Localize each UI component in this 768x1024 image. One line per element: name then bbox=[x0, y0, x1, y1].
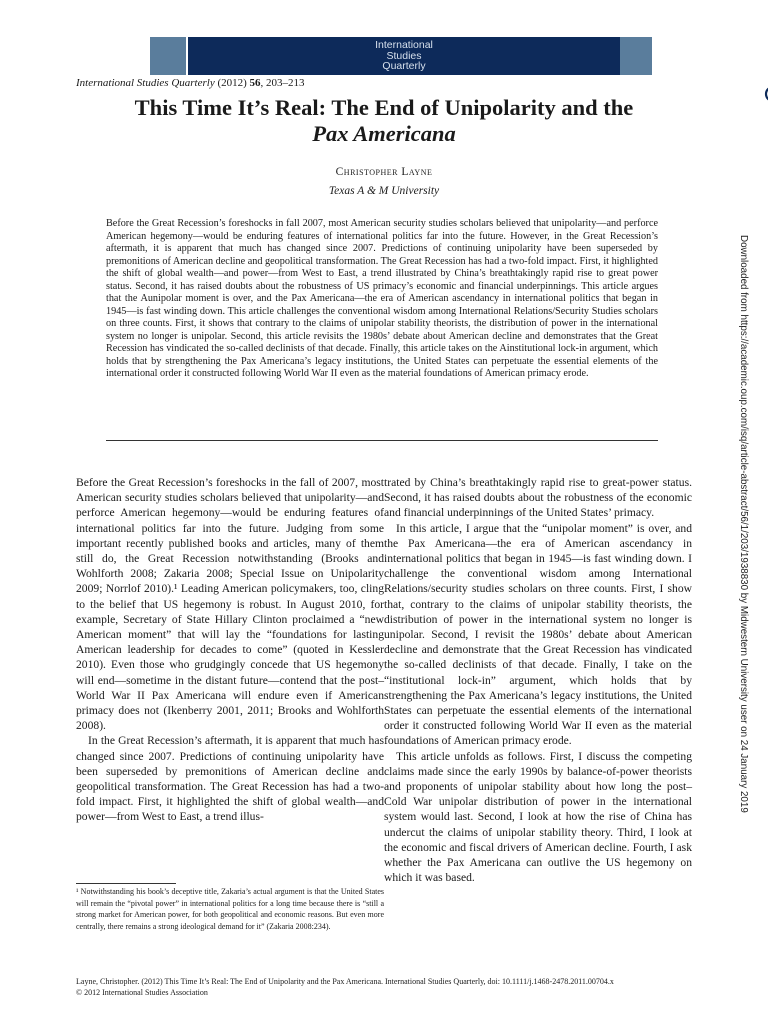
body-paragraph: Before the Great Recession’s foreshocks in the fall of 2007, most American security studies scholars believed that unipolarity—and perforce American hegemony—would be enduring features of international politics far into the future. Judging from some important recently published books and articles, many of them still do, the Great Recession notwithstanding (Brooks and Wohlforth 2008; Zakaria 2008; Special Issue on Unipolarity 2009; Norrlof 2010).¹ Leading American policymakers, too, cling to the belief that US hegemony is robust. In August 2010, for example, Secretary of State Hillary Clinton proclaimed a “new American moment” that will lay the “foundations for lasting American leadership for decades to come” (quoted in Kessler 2010). Even those who grudgingly concede that US hegemony will end—sometime in the distant future—contend that the post–World War II Pax Americana will endure even if American primacy does not (Ikenberry 2001, 2011; Brooks and Wohlforth 2008). bbox=[76, 476, 384, 733]
page-citation bbox=[76, 977, 696, 998]
journal-pages: , 203–213 bbox=[260, 77, 305, 89]
banner-text bbox=[188, 40, 620, 72]
download-watermark bbox=[736, 235, 750, 813]
abstract-divider bbox=[106, 440, 658, 441]
article-title bbox=[76, 95, 692, 147]
footnote-divider bbox=[76, 883, 176, 884]
article-title-line-1: This Time It’s Real: The End of Unipolarity and the bbox=[134, 95, 634, 120]
journal-logo-icon bbox=[762, 81, 768, 107]
download-watermark-text: Downloaded from https://academic.oup.com/isq/article-abstract/56/1/203/1938830 by Midwestern University user on 24 January 2019 bbox=[738, 235, 749, 813]
body-paragraph: trated by China’s breathtakingly rapid rise to great-power status. Second, it has raised doubts about the robustness of the economic and financial underpinnings of the United States’ primacy. bbox=[384, 476, 692, 520]
article-abstract: Before the Great Recession’s foreshocks in fall 2007, most American security studies scholars believed that unipolarity—and perforce American hegemony—would be enduring features of international politics far into the future. However, in the Great Recession’s aftermath, it is apparent that much has changed since 2007. Predictions of continuing unipolarity have been superseded by premonitions of American decline and geopolitical transformation. The Great Recession has had a two-fold impact. First, it highlighted the shift of global wealth—and power—from West to East, a trend illustrated by China’s breathtakingly rapid rise to great power status. Second, it has raised doubts about the robustness of US primacy’s economic and financial underpinnings. This article argues that the Aunipolar moment is over, and the Pax Americana—the era of American ascendancy in international politics that began in 1945—is fast winding down. This article challenges the conventional wisdom among International Relations/Security Studies scholars on three counts. First, it shows that contrary to the claims of unipolar stability theorists, the distribution of power in the international system no longer is unipolar. Second, this article revisits the 1980s’ debate about American decline and demonstrates that the Great Recession has vindicated the so-called declinists of that decade. Finally, this article takes on the Ainstitutional lock-in argument, which holds that by strengthening the Pax Americana’s legacy institutions, the United States can perpetuate the essential elements of the international order it constructed following World War II even as the material foundations of American primacy erode. bbox=[106, 218, 658, 379]
article-title-line-2: Pax Americana bbox=[312, 121, 456, 146]
banner-line-1: International bbox=[375, 39, 433, 51]
article-author: Christopher Layne bbox=[335, 166, 433, 178]
banner-left-block bbox=[150, 37, 186, 75]
journal-citation-line bbox=[76, 77, 305, 89]
author-affiliation: Texas A & M University bbox=[328, 185, 440, 197]
footnote: ¹ Notwithstanding his book’s deceptive title, Zakaria’s actual argument is that the United States will remain the “pivotal power” in international politics for a long time because there is “still a strong market for American power, for both geopolitical and economic reasons. But even more centrally, there remains a strong ideological demand for it” (Zakaria 2008:234). bbox=[76, 887, 384, 931]
banner-right-block bbox=[620, 37, 652, 75]
journal-volume: 56 bbox=[249, 77, 261, 89]
journal-name: International Studies Quarterly bbox=[76, 77, 215, 89]
journal-banner bbox=[188, 37, 620, 75]
body-paragraph: In the Great Recession’s aftermath, it is apparent that much has changed since 2007. Predictions of continuing unipolarity have been superseded by premonitions of American decline and geopolitical transformation. The Great Recession has had a two-fold impact. First, it highlighted the shift of global wealth—and power—from West to East, a trend illus- bbox=[76, 734, 384, 824]
journal-year: (2012) bbox=[217, 77, 247, 89]
copyright-line: © 2012 International Studies Association bbox=[76, 987, 208, 997]
body-paragraph: This article unfolds as follows. First, I discuss the competing claims made since the early 1990s by balance-of-power theorists and proponents of unipolar stability about how long the post–Cold War unipolar distribution of power in the international system would last. Second, I look at how the rise of China has undercut the claims of unipolar stability theory. Third, I look at the economic and fiscal drivers of American decline. Fourth, I ask whether the Pax Americana can outlive the US hegemony on which it was based. bbox=[384, 749, 692, 885]
body-paragraph: In this article, I argue that the “unipolar moment” is over, and the Pax Americana—the era of American ascendancy in international politics that began in 1945—is fast winding down. I challenge the conventional wisdom among International Relations/security studies scholars on three counts. First, I show that, contrary to the claims of unipolar stability theorists, the distribution of power in the international system no longer is unipolar. Second, I revisit the 1980s’ debate about American decline and demonstrate that the Great Recession has vindicated the so-called declinists of that decade. Finally, I take on the “institutional lock-in” argument, which holds that by strengthening the Pax Americana’s legacy institutions, the United States can perpetuate the essential elements of the international order it constructed following World War II even as the material foundations of American primacy erode. bbox=[384, 521, 692, 748]
banner-line-2: Studies bbox=[386, 49, 422, 62]
citation-line: Layne, Christopher. (2012) This Time It’s Real: The End of Unipolarity and the Pax Americana. International Studies Quarterly, doi: 10.1111/j.1468-2478.2011.00704.x bbox=[76, 977, 614, 986]
body-column-right bbox=[384, 475, 692, 885]
banner-line-3: Quarterly bbox=[382, 60, 426, 72]
journal-logo-graphic bbox=[762, 81, 768, 107]
body-column-left bbox=[76, 475, 384, 825]
